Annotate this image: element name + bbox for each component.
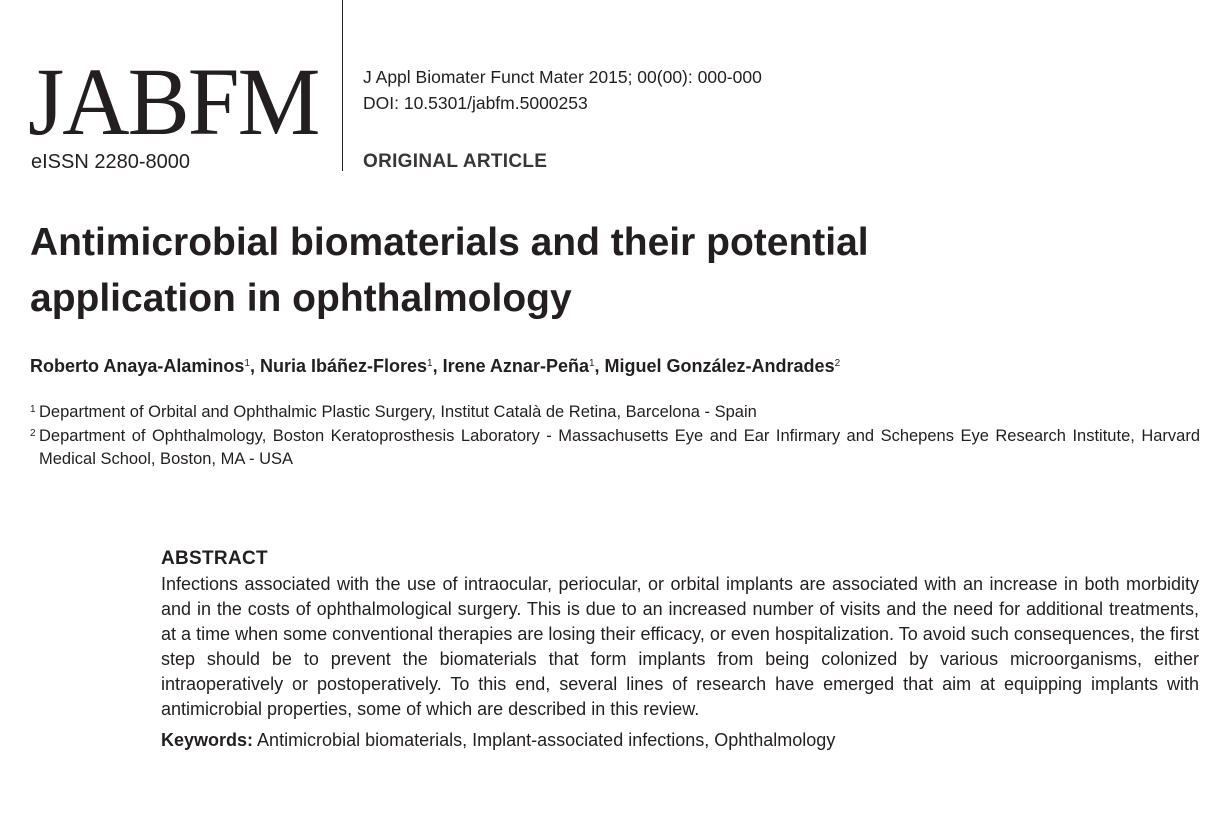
author-name: Nuria Ibáñez-Flores — [259, 356, 427, 376]
author — [30, 356, 260, 376]
author — [605, 356, 841, 376]
author-affiliation-marker: 1 — [427, 358, 433, 369]
affiliation — [30, 425, 1200, 472]
keywords-label: Keywords: — [161, 730, 254, 750]
author-list — [30, 351, 840, 379]
article-title — [30, 215, 1170, 327]
header-divider — [342, 0, 343, 171]
abstract-section — [161, 546, 1199, 753]
citation-block — [363, 64, 762, 116]
abstract-heading: ABSTRACT — [161, 548, 268, 569]
author-separator: , — [432, 356, 443, 376]
affiliation-list — [30, 401, 1200, 472]
author-separator: , — [249, 356, 260, 376]
journal-logo: JABFM — [28, 48, 319, 155]
author-affiliation-marker: 1 — [588, 358, 595, 369]
affiliation-number: 2 — [30, 427, 36, 439]
author — [260, 356, 443, 376]
author-separator: , — [594, 356, 605, 376]
affiliation-number: 1 — [30, 404, 36, 415]
citation-line: J Appl Biomater Funct Mater 2015; 00(00): 000-000 — [363, 67, 762, 87]
affiliation-text: Department of Orbital and Ophthalmic Plastic Surgery, Institut Català de Retina, Barcelona - Spain — [39, 403, 757, 421]
affiliation-text: Department of Ophthalmology, Boston Keratoprosthesis Laboratory - Massachusetts Eye and Ear Infirmary and Schepens Eye Research Institute, Harvard Medical School, Boston, MA - USA — [39, 426, 1200, 468]
author-name: Irene Aznar-Peña — [442, 356, 589, 376]
keywords — [161, 728, 1199, 753]
keywords-list: Antimicrobial biomaterials, Implant-associated infections, Ophthalmology — [257, 730, 836, 750]
author — [443, 356, 605, 376]
affiliation — [30, 401, 1200, 425]
article-type: ORIGINAL ARTICLE — [363, 151, 548, 172]
author-name: Miguel González-Andrades — [604, 356, 835, 376]
author-name: Roberto Anaya-Alaminos — [30, 356, 245, 376]
abstract-text: Infections associated with the use of intraocular, periocular, or orbital implants are associated with an increase in both morbidity and in the costs of ophthalmological surgery. This is due to an increased number of visits and the need for additional treatments, at a time when some conventional therapies are losing their efficacy, or even hospitalization. To avoid such consequences, the first step should be to prevent the biomaterials that form implants from being colonized by various microorganisms, either intraoperatively or postoperatively. To this end, several lines of research have emerged that aim at equipping implants with antimicrobial properties, some of which are described in this review. — [161, 574, 1199, 719]
title-line-2: application in ophthalmology — [30, 277, 572, 320]
author-affiliation-marker: 1 — [244, 358, 250, 369]
author-affiliation-marker: 2 — [834, 358, 841, 369]
title-line-1: Antimicrobial biomaterials and their potential — [30, 221, 869, 264]
doi-line: DOI: 10.5301/jabfm.5000253 — [363, 93, 588, 113]
eissn: eISSN 2280-8000 — [31, 151, 191, 173]
